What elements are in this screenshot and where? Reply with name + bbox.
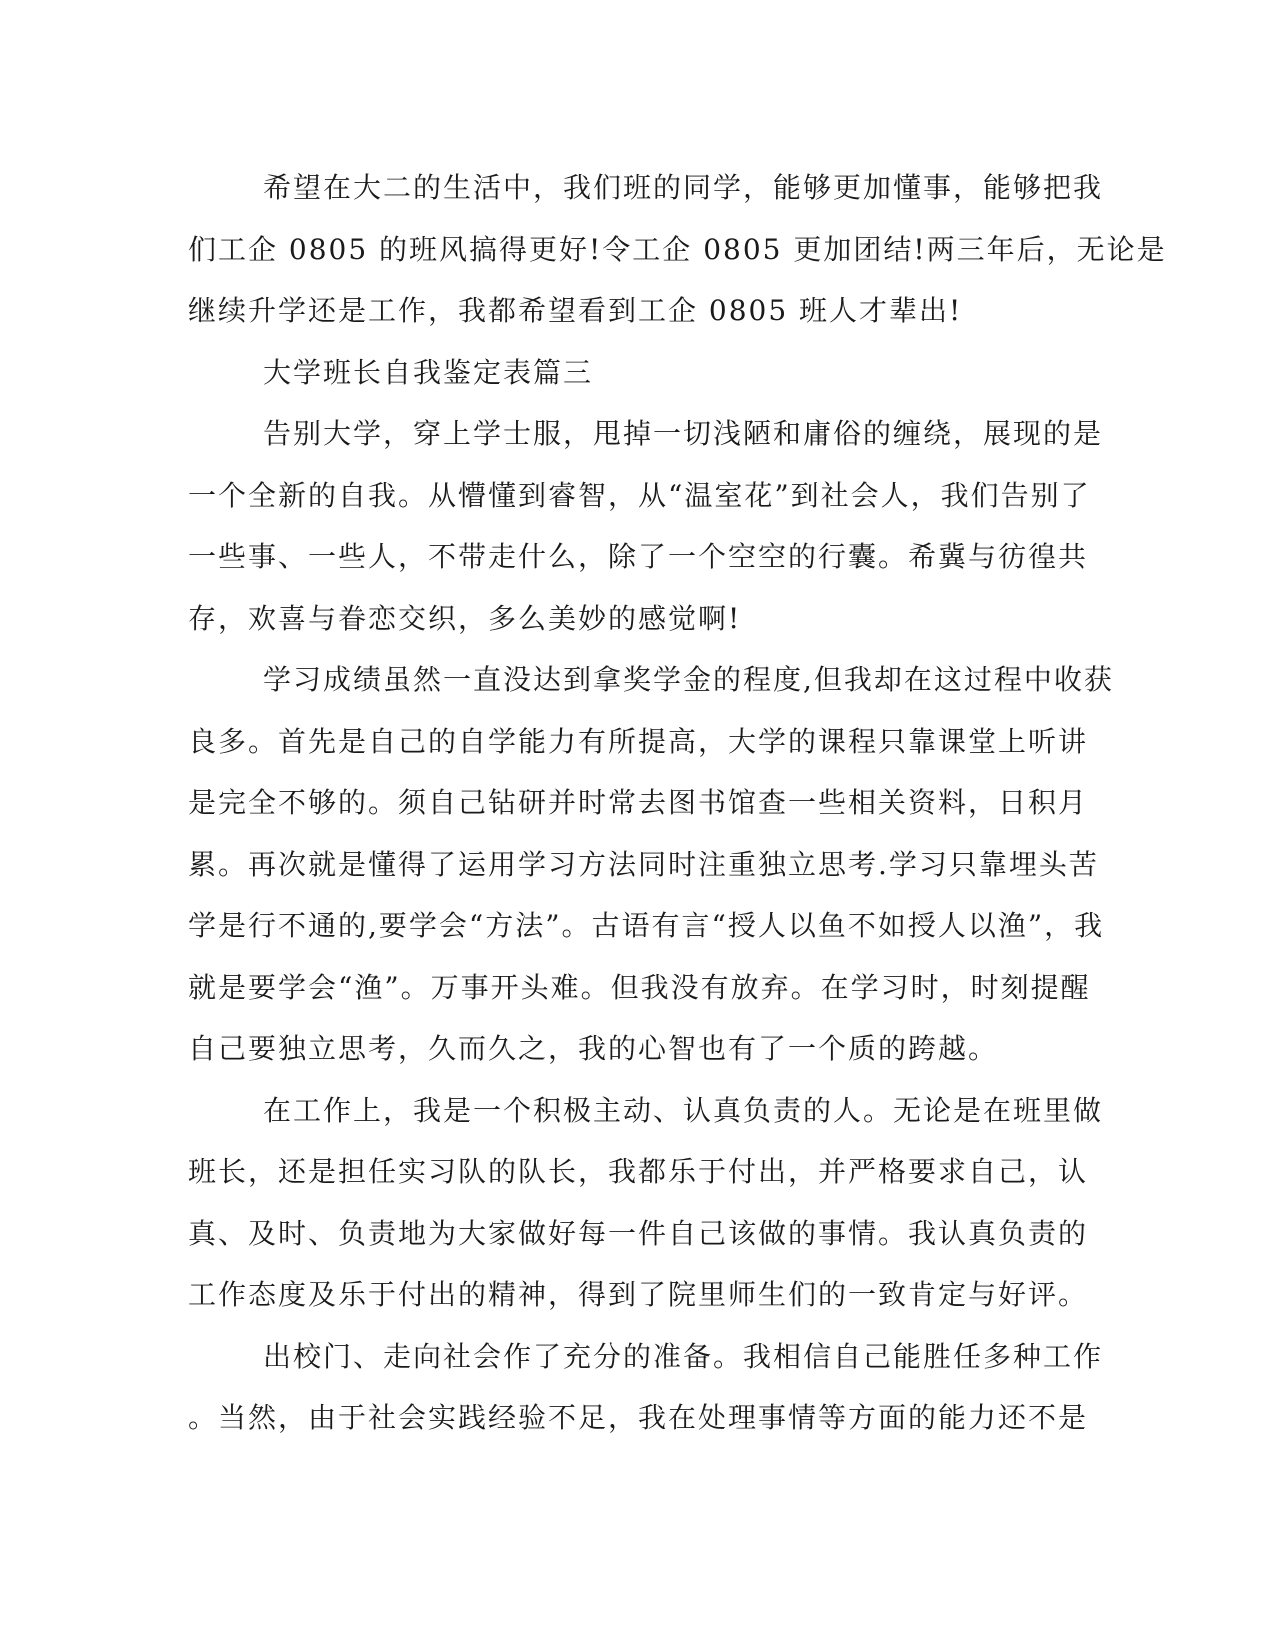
paragraph-line: 良多。首先是自己的自学能力有所提高，大学的课程只靠课堂上听讲: [188, 724, 1089, 758]
paragraph-line: 累。再次就是懂得了运用学习方法同时注重独立思考.学习只靠埋头苦: [188, 847, 1099, 881]
paragraph-line: 工作态度及乐于付出的精神，得到了院里师生们的一致肯定与好评。: [188, 1278, 1089, 1311]
paragraph-line: 是完全不够的。须自己钻研并时常去图书馆查一些相关资料，日积月: [188, 786, 1089, 819]
paragraph-line: 告别大学，穿上学士服，甩掉一切浅陋和庸俗的缠绕，展现的是: [263, 417, 1104, 450]
paragraph-line: 班长，还是担任实习队的队长，我都乐于付出，并严格要求自己，认: [188, 1155, 1089, 1188]
paragraph-line: 继续升学还是工作，我都希望看到工企 0805 班人才辈出!: [188, 294, 963, 327]
paragraph-line: 自己要独立思考，久而久之，我的心智也有了一个质的跨越。: [188, 1032, 999, 1065]
paragraph-line: 一些事、一些人，不带走什么，除了一个空空的行囊。希冀与彷徨共: [188, 540, 1089, 573]
paragraph-line: 学习成绩虽然一直没达到拿奖学金的程度,但我却在这过程中收获: [263, 663, 1114, 696]
paragraph-line: 就是要学会“渔”。万事开头难。但我没有放弃。在学习时，时刻提醒: [188, 970, 1091, 1004]
document-body: [188, 168, 1167, 1460]
paragraph-line: 学是行不通的,要学会“方法”。古语有言“授人以鱼不如授人以渔”，我: [188, 909, 1105, 942]
paragraph-line: 存，欢喜与眷恋交织，多么美妙的感觉啊!: [188, 601, 742, 635]
paragraph-line: 一个全新的自我。从懵懂到睿智，从“温室花”到社会人，我们告别了: [188, 478, 1091, 512]
section-heading: 大学班长自我鉴定表篇三: [263, 355, 594, 389]
paragraph-line: 在工作上，我是一个积极主动、认真负责的人。无论是在班里做: [263, 1093, 1104, 1127]
paragraph-line: 真、及时、负责地为大家做好每一件自己该做的事情。我认真负责的: [188, 1216, 1089, 1250]
paragraph-line: 希望在大二的生活中，我们班的同学，能够更加懂事，能够把我: [263, 171, 1104, 204]
paragraph-line: 。当然，由于社会实践经验不足，我在处理事情等方面的能力还不是: [188, 1401, 1089, 1434]
paragraph-line: 出校门、走向社会作了充分的准备。我相信自己能胜任多种工作: [263, 1339, 1104, 1373]
paragraph-line: 们工企 0805 的班风搞得更好!令工企 0805 更加团结!两三年后，无论是: [188, 232, 1167, 266]
